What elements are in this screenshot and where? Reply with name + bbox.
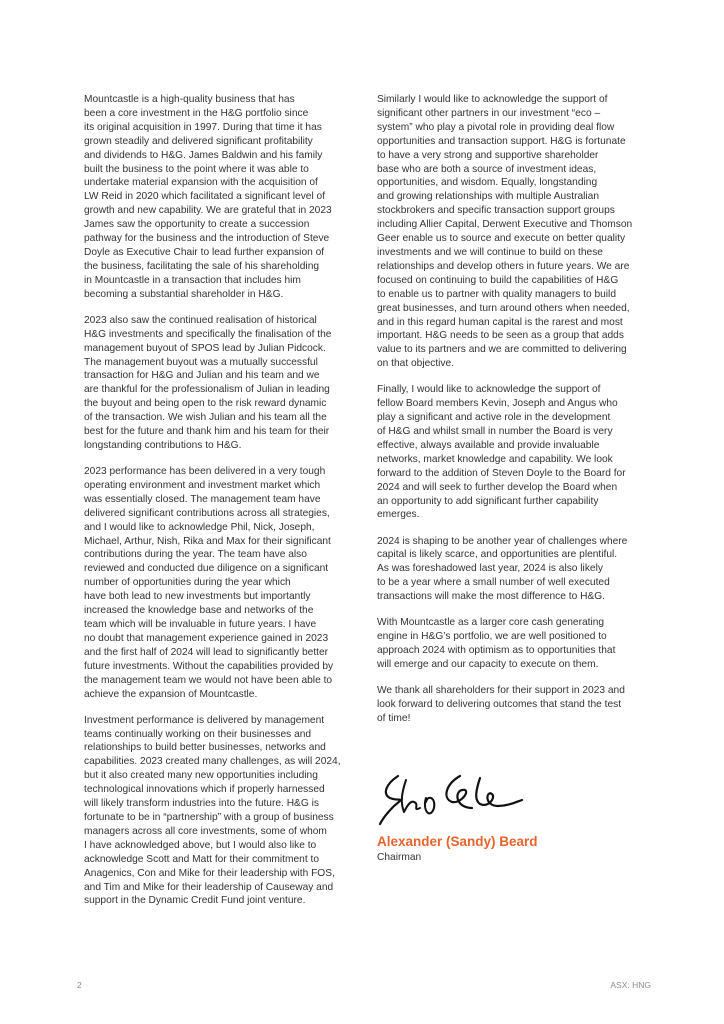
paragraph: 2023 performance has been delivered in a very tough operating environment and investment market which was essentially closed. The management team have delivered significant contributions across all strategies, and I would like to acknowledge Phil, Nick, Joseph, Michael, Arthur, Nish, Rika and Max for their significant contributions during the year. The team have also reviewed and conducted due diligence on a significant number of opportunities during the year which have both lead to new investments but importantly increased the knowledge base and networks of the team which will be invaluable in future years. I have no doubt that management experience gained in 2023 and the first half of 2024 will lead to significantly better future investments. Without the capabilities provided by the management team we would not have been able to achieve the expansion of Mountcastle. <box>84 466 334 700</box>
paragraph: Investment performance is delivered by management teams continually working on their businesses and relationships to build better businesses, networks and capabilities. 2023 created many challenges, as will 2024, but it also created many new opportunities including technological innovations which if properly harnessed will likely transform industries into the future. H&G is fortunate to be in “partnership” with a group of business managers across all core investments, some of whom I have acknowledged above, but I would also like to acknowledge Scott and Matt for their commitment to Anagenics, Con and Mike for their leadership with FOS, and Tim and Mike for their leadership of Causeway and support in the Dynamic Credit Fund joint venture. <box>84 714 341 907</box>
page-number: 2 <box>77 980 82 990</box>
paragraph: Similarly I would like to acknowledge the support of significant other partners in our investment “eco – system” who play a pivotal role in providing deal flow opportunities and transaction support. H&G is fortunate to have a very strong and supportive shareholder base who are both a source of investment ideas, opportunities, and wisdom. Equally, longstanding and growing relationships with multiple Australian stockbrokers and specific transaction support groups including Allier Capital, Derwent Executive and Thomson Geer enable us to source and execute on better quality investments and we will continue to build on these relationships and develop others in future years. We are focused on continuing to build the capabilities of H&G to enable us to partner with quality managers to build great businesses, and turn around others when needed, and in this regard human capital is the rarest and most important. H&G needs to be seen as a group that adds value to its partners and we are committed to delivering on that objective. <box>377 94 633 370</box>
paragraph: With Mountcastle as a larger core cash generating engine in H&G’s portfolio, we are well positioned to approach 2024 with optimism as to opportunities that will emerge and our capacity to execute on them. <box>377 617 616 670</box>
paragraph: 2024 is shaping to be another year of challenges where capital is likely scarce, and opportunities are plentiful. As was foreshadowed last year, 2024 is also likely to be a year where a small number of well executed transactions will make the most difference to H&G. <box>377 535 628 603</box>
right-column <box>377 93 653 738</box>
left-column <box>84 93 358 921</box>
stock-ticker: ASX: HNG <box>610 980 651 990</box>
signatory-title: Chairman <box>377 852 422 863</box>
paragraph: 2023 also saw the continued realisation of historical H&G investments and specifically the finalisation of the management buyout of SPOS lead by Julian Pidcock. The management buyout was a mutually successful transaction for H&G and Julian and his team and we are thankful for the professionalism of Julian in leading the buyout and being open to the risk reward dynamic of the transaction. We wish Julian and his team all the best for the future and thank him and his team for their longstanding contributions to H&G. <box>84 314 332 451</box>
signatory-name: Alexander (Sandy) Beard <box>377 834 538 849</box>
paragraph: Finally, I would like to acknowledge the support of fellow Board members Kevin, Joseph and Angus who play a significant and active role in the development of H&G and whilst small in number the Board is very effective, always available and provide invaluable networks, market knowledge and capability. We look forward to the addition of Steven Doyle to the Board for 2024 and will seek to further develop the Board when an opportunity to add significant further capability emerges. <box>377 384 626 521</box>
paragraph: Mountcastle is a high-quality business that has been a core investment in the H&G portfolio since its original acquisition in 1997. During that time it has grown steadily and delivered significant profitability and dividends to H&G. James Baldwin and his family built the business to the point where it was able to undertake material expansion with the acquisition of LW Reid in 2020 which facilitated a significant level of growth and new capability. We are grateful that in 2023 James saw the opportunity to create a succession pathway for the business and the introduction of Steve Doyle as Executive Chair to lead further expansion of the business, facilitating the sale of his shareholding in Mountcastle in a transaction that includes him becoming a substantial shareholder in H&G. <box>84 94 332 300</box>
signature-image <box>376 768 526 828</box>
paragraph: We thank all shareholders for their support in 2023 and look forward to delivering outcomes that stand the test of time! <box>377 685 625 724</box>
